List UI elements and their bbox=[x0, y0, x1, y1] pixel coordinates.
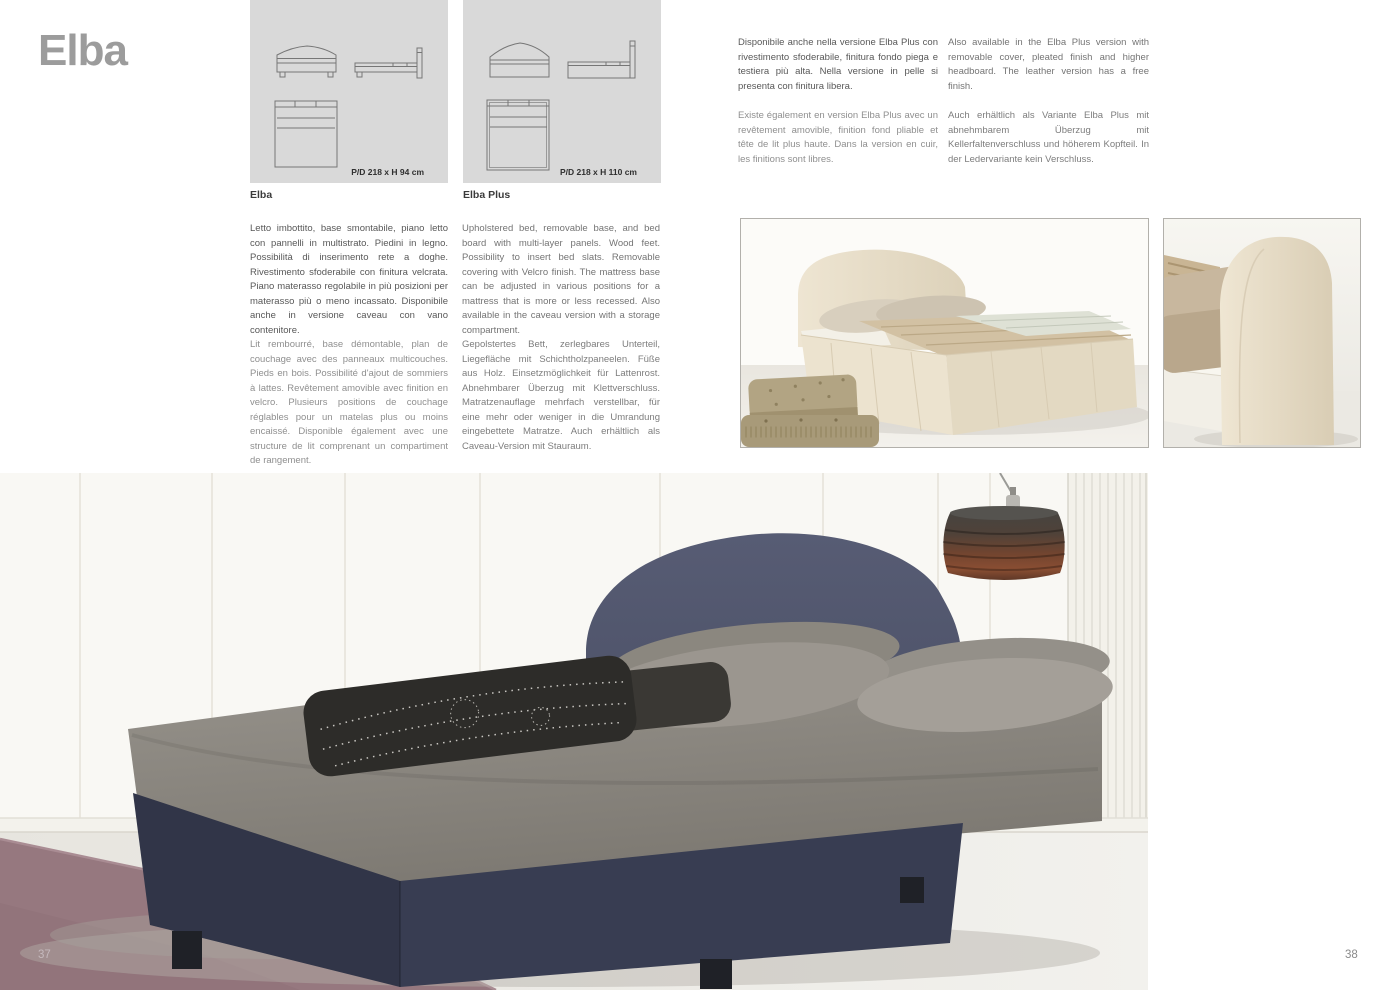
photo-elba-bed-blue-room bbox=[0, 473, 1148, 990]
diagram-elba-plus-dimensions: P/D 218 x H 110 cm bbox=[559, 167, 637, 177]
diagram-elba-plus-caption: Elba Plus bbox=[463, 189, 511, 201]
page-number-right: 38 bbox=[1345, 949, 1358, 961]
photo-elba-headboard-detail-image bbox=[1164, 219, 1360, 447]
description-plus-italian: Disponibile anche nella versione Elba Plus con rivestimento sfoderabile, finitura fondo piega e testiera più alta. Nella versione in pelle si presenta con finitura libera. bbox=[738, 37, 938, 92]
diagram-elba-drawing bbox=[250, 0, 448, 183]
description-main-german: Gepolstertes Bett, zerlegbares Unterteil, Liegefläche mit Schichtholzpaneelen. Füße aus Holz. Einsetzmöglichkeit für Lattenrost. Abnehmbarer Überzug mit Klettverschluss. Matratzenauflage mehrfach verstellbar, für eine mehr oder weniger in die Umrandung eingebettete Matratze. Auch erhältlich als Caveau-Version mit Stauraum. bbox=[462, 339, 660, 452]
diagram-elba-plus-drawing bbox=[463, 0, 661, 183]
page-number-left: 37 bbox=[38, 949, 51, 961]
diagram-elba-plus bbox=[463, 0, 661, 201]
photo-elba-bed-blue-room-image bbox=[0, 473, 1148, 990]
photo-elba-bed-beige-image bbox=[741, 219, 1148, 447]
diagram-elba-dimensions: P/D 218 x H 94 cm bbox=[351, 167, 424, 177]
photo-elba-bed-beige bbox=[740, 218, 1149, 448]
diagram-elba-plus-box bbox=[463, 0, 661, 183]
description-main-italian: Letto imbottito, base smontabile, piano letto con pannelli in multistrato. Piedini in legno. Possibilità di inserimento rete a doghe. Rivestimento sfoderabile con finitura velcrata. Piano materasso regolabile in più posizioni per materasso più o meno incassato. Disponibile anche in versione caveau con vano contenitore. bbox=[250, 223, 448, 336]
diagram-elba-box bbox=[250, 0, 448, 183]
diagram-elba bbox=[250, 0, 448, 201]
description-plus-german: Auch erhältlich als Variante Elba Plus mit abnehmbarem Überzug mit Kellerfaltenverschluss und höherem Kopfteil. In der Ledervariante kein Verschluss. bbox=[948, 110, 1149, 165]
description-plus-english: Also available in the Elba Plus version with removable cover, pleated finish and higher headboard. The leather version has a free finish. bbox=[948, 37, 1149, 92]
description-main-english: Upholstered bed, removable base, and bed board with multi-layer panels. Wood feet. Possibility to insert bed slats. Removable covering with Velcro finish. The mattress base can be adjusted in various positions for a mattress that is more or less recessed. Also available in the caveau version with a storage compartment. bbox=[462, 223, 660, 336]
diagram-elba-caption: Elba bbox=[250, 189, 273, 201]
page-title: Elba bbox=[38, 26, 127, 75]
description-plus-french: Existe également en version Elba Plus avec un revêtement amovible, finition fond pliable et tête de lit plus haute. Dans la version en cuir, les finitions sont libres. bbox=[738, 110, 938, 165]
photo-elba-headboard-detail bbox=[1163, 218, 1361, 448]
description-main-french: Lit rembourré, base démontable, plan de couchage avec des panneaux multicouches. Pieds en bois. Possibilité d'ajout de sommiers à lattes. Revêtement amovible avec finition en velcro. Plusieurs positions de couchage réglables pour un matelas plus ou moins encaissé. Disponible également avec une structure de lit comprenant un compartiment de rangement. bbox=[250, 339, 448, 466]
